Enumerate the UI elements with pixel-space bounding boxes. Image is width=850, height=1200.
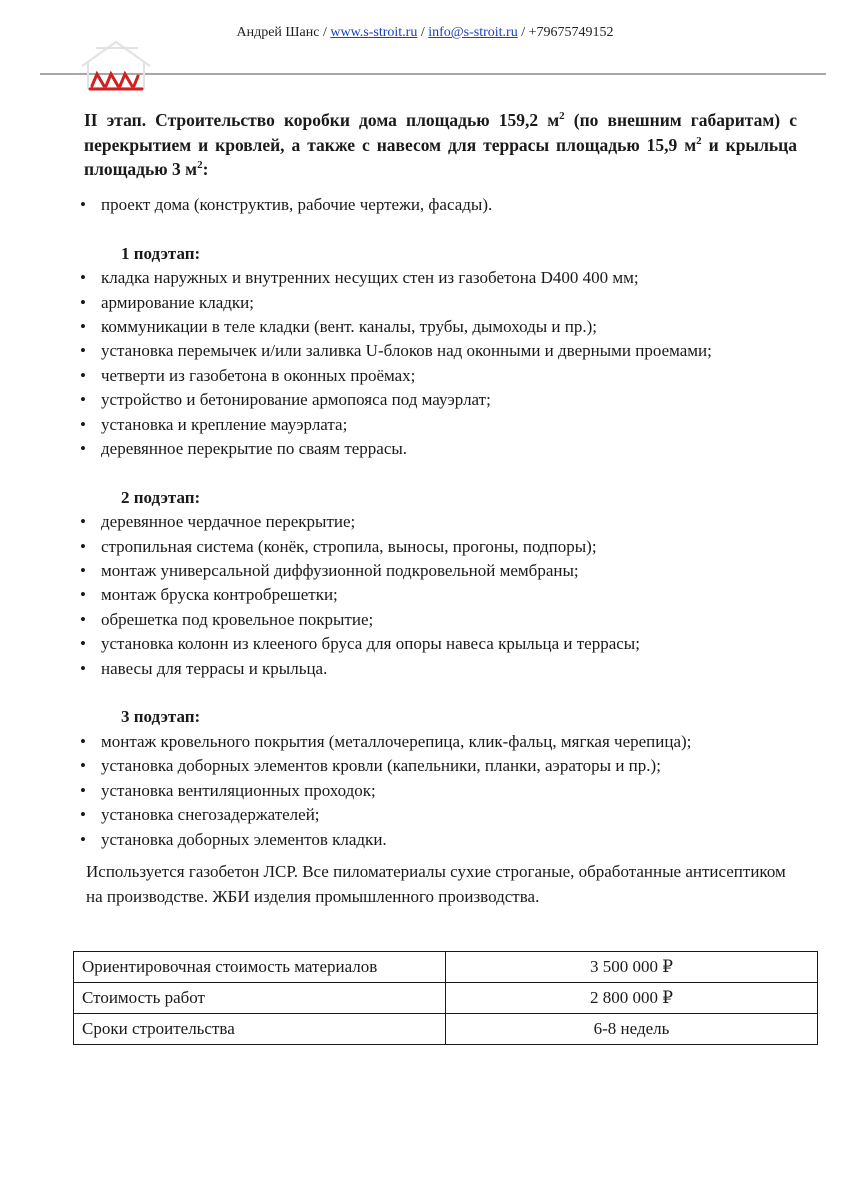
- header-divider: [40, 73, 826, 75]
- list-item: • деревянное перекрытие по сваям террасы.: [80, 439, 408, 459]
- list-item: • кладка наружных и внутренних несущих стен из газобетона D400 400 мм;: [80, 268, 639, 288]
- email-link[interactable]: info@s-stroit.ru: [428, 25, 518, 40]
- header-author: Андрей Шанс /: [236, 25, 331, 40]
- table-cell-label: Ориентировочная стоимость материалов: [74, 952, 446, 983]
- table-cell-value: 3 500 000 ₽: [446, 952, 818, 983]
- list-item: • деревянное чердачное перекрытие;: [80, 512, 356, 532]
- list-item: • установка вентиляционных проходок;: [80, 780, 376, 800]
- list-item: • установка перемычек и/или заливка U-блоков над оконными и дверными проемами;: [80, 341, 712, 361]
- list-item: • навесы для террасы и крыльца.: [80, 658, 328, 678]
- materials-note: Используется газобетон ЛСР. Все пиломатериалы сухие строганые, обработанные антисептиком на производстве. ЖБИ изделия промышленного производства.: [86, 862, 786, 906]
- list-item: • коммуникации в теле кладки (вент. каналы, трубы, дымоходы и пр.);: [80, 317, 598, 337]
- stage3-title: 3 подэтап:: [121, 707, 201, 727]
- list-item: • монтаж универсальной диффузионной подкровельной мембраны;: [80, 561, 579, 581]
- list-item: • обрешетка под кровельное покрытие;: [80, 609, 374, 629]
- list-item: • устройство и бетонирование армопояса под мауэрлат;: [80, 390, 491, 410]
- table-cell-label: Стоимость работ: [74, 983, 446, 1014]
- table-cell-value: 6-8 недель: [446, 1014, 818, 1045]
- list-item: • установка колонн из клееного бруса для опоры навеса крыльца и террасы;: [80, 634, 640, 654]
- list-item: • стропильная система (конёк, стропила, выносы, прогоны, подпоры);: [80, 536, 597, 556]
- house-logo-icon: [76, 36, 156, 98]
- work-list: [80, 193, 840, 852]
- stage-heading: II этап. Строительство коробки дома площадью 159,2 $м^2$ (по внешним габаритам) с перекрытием и кровлей, а также с навесом для террасы площадью 15,9 $м^2$ и крыльца площадью 3 $м^2$:: [84, 110, 797, 179]
- table-row: [74, 1014, 818, 1045]
- header-separator: /: [517, 25, 529, 40]
- table-cell-label: Сроки строительства: [74, 1014, 446, 1045]
- list-item: • установка доборных элементов кровли (капельники, планки, аэраторы и пр.);: [80, 756, 661, 776]
- list-item: • армирование кладки;: [80, 292, 254, 312]
- site-link[interactable]: www.s-stroit.ru: [330, 25, 418, 40]
- list-item: • монтаж кровельного покрытия (металлочерепица, клик-фальц, мягкая черепица);: [80, 731, 692, 751]
- table-row: [74, 983, 818, 1014]
- table-row: [74, 952, 818, 983]
- table-cell-value: 2 800 000 ₽: [446, 983, 818, 1014]
- stage2-title: 2 подэтап:: [121, 487, 201, 507]
- list-item: • четверти из газобетона в оконных проёмах;: [80, 365, 416, 385]
- list-item: • монтаж бруска контробрешетки;: [80, 585, 338, 605]
- list-item: • установка доборных элементов кладки.: [80, 829, 387, 849]
- list-item: • установка и крепление мауэрлата;: [80, 414, 348, 434]
- list-item: • установка снегозадержателей;: [80, 805, 320, 825]
- header-phone: +79675749152: [528, 25, 614, 40]
- list-item: • проект дома (конструктив, рабочие чертежи, фасады).: [80, 195, 493, 214]
- header-separator: /: [417, 25, 429, 40]
- cost-table: [73, 951, 818, 1045]
- stage1-title: 1 подэтап:: [121, 243, 201, 263]
